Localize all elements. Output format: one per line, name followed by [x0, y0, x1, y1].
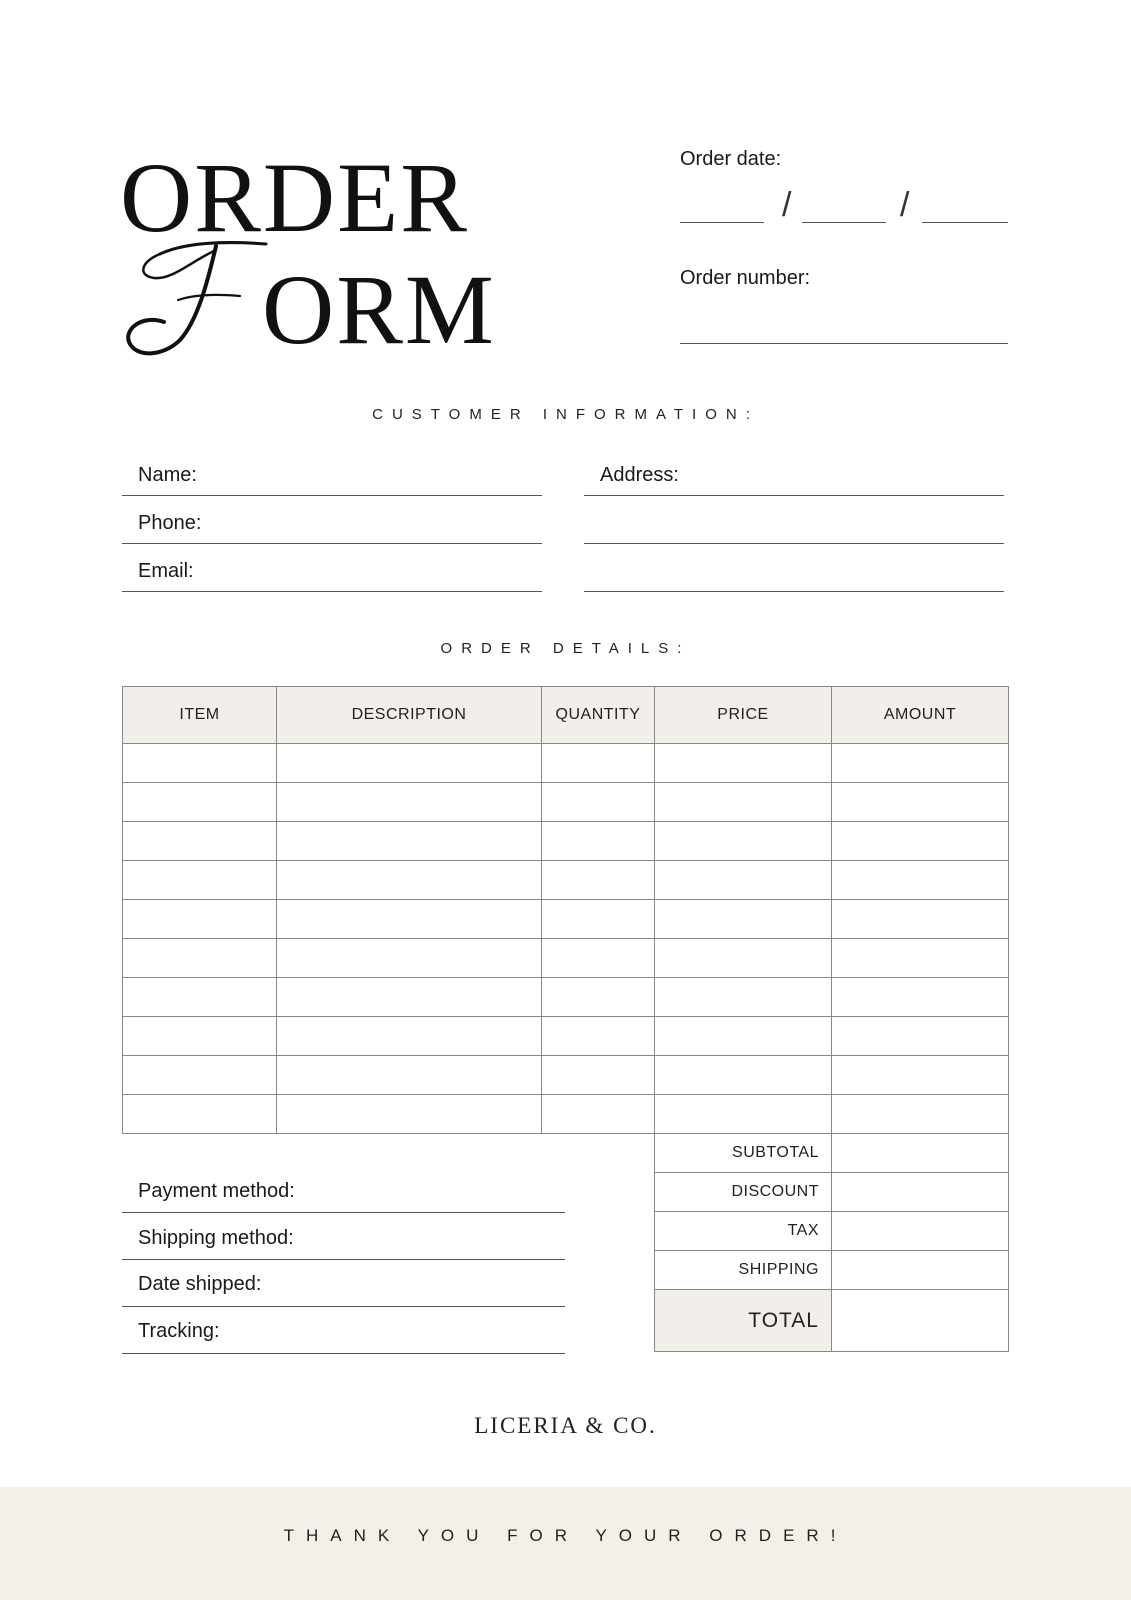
- description-cell[interactable]: [277, 861, 542, 900]
- total-row: [655, 1290, 1009, 1352]
- address-field-line-3[interactable]: [584, 591, 1004, 592]
- title-form-word: [120, 240, 540, 365]
- price-cell[interactable]: [655, 978, 832, 1017]
- price-cell[interactable]: [655, 744, 832, 783]
- quantity-cell[interactable]: [542, 1017, 655, 1056]
- quantity-cell[interactable]: [542, 1095, 655, 1134]
- discount-row: [655, 1173, 1009, 1212]
- item-cell[interactable]: [123, 900, 277, 939]
- date-separator: /: [900, 186, 910, 224]
- description-cell[interactable]: [277, 783, 542, 822]
- table-row: [123, 1095, 1009, 1134]
- email-field[interactable]: [122, 591, 542, 592]
- order-date-day-field[interactable]: [802, 222, 886, 223]
- amount-cell[interactable]: [832, 1017, 1009, 1056]
- total-value-cell[interactable]: [832, 1290, 1009, 1352]
- column-header-price: PRICE: [655, 687, 832, 744]
- subtotal-row: [655, 1134, 1009, 1173]
- description-cell[interactable]: [277, 1095, 542, 1134]
- item-cell[interactable]: [123, 978, 277, 1017]
- price-cell[interactable]: [655, 822, 832, 861]
- item-cell[interactable]: [123, 1017, 277, 1056]
- amount-cell[interactable]: [832, 900, 1009, 939]
- quantity-cell[interactable]: [542, 822, 655, 861]
- table-row: [123, 783, 1009, 822]
- email-label: Email:: [138, 560, 194, 582]
- column-header-amount: AMOUNT: [832, 687, 1009, 744]
- payment-method-field[interactable]: [122, 1212, 565, 1213]
- amount-cell[interactable]: [832, 822, 1009, 861]
- subtotal-label: SUBTOTAL: [655, 1134, 832, 1173]
- address-field-line-2[interactable]: [584, 543, 1004, 544]
- quantity-cell[interactable]: [542, 900, 655, 939]
- table-header-row: [123, 687, 1009, 744]
- table-row: [123, 861, 1009, 900]
- table-row: [123, 939, 1009, 978]
- item-cell[interactable]: [123, 939, 277, 978]
- price-cell[interactable]: [655, 900, 832, 939]
- price-cell[interactable]: [655, 861, 832, 900]
- amount-cell[interactable]: [832, 978, 1009, 1017]
- item-cell[interactable]: [123, 744, 277, 783]
- payment-method-label: Payment method:: [138, 1180, 295, 1202]
- description-cell[interactable]: [277, 978, 542, 1017]
- price-cell[interactable]: [655, 1017, 832, 1056]
- tax-row: [655, 1212, 1009, 1251]
- order-date-year-field[interactable]: [922, 222, 1008, 223]
- order-date-month-field[interactable]: [680, 222, 764, 223]
- amount-cell[interactable]: [832, 783, 1009, 822]
- table-row: [123, 978, 1009, 1017]
- table-row: [123, 1056, 1009, 1095]
- order-number-label: Order number:: [680, 267, 811, 289]
- description-cell[interactable]: [277, 900, 542, 939]
- amount-cell[interactable]: [832, 861, 1009, 900]
- discount-value-cell[interactable]: [832, 1173, 1009, 1212]
- description-cell[interactable]: [277, 939, 542, 978]
- quantity-cell[interactable]: [542, 978, 655, 1017]
- table-row: [123, 1017, 1009, 1056]
- column-header-description: DESCRIPTION: [277, 687, 542, 744]
- title-form-rest: ORM: [262, 254, 496, 365]
- shipping-row: [655, 1251, 1009, 1290]
- order-date-label: Order date:: [680, 148, 782, 170]
- discount-label: DISCOUNT: [655, 1173, 832, 1212]
- quantity-cell[interactable]: [542, 1056, 655, 1095]
- date-shipped-label: Date shipped:: [138, 1273, 262, 1295]
- date-separator: /: [782, 186, 792, 224]
- item-cell[interactable]: [123, 822, 277, 861]
- quantity-cell[interactable]: [542, 861, 655, 900]
- price-cell[interactable]: [655, 1056, 832, 1095]
- table-row: [123, 822, 1009, 861]
- item-cell[interactable]: [123, 1056, 277, 1095]
- item-cell[interactable]: [123, 861, 277, 900]
- shipping-value-cell[interactable]: [832, 1251, 1009, 1290]
- table-row: [123, 744, 1009, 783]
- tax-value-cell[interactable]: [832, 1212, 1009, 1251]
- description-cell[interactable]: [277, 1017, 542, 1056]
- quantity-cell[interactable]: [542, 783, 655, 822]
- table-row: [123, 900, 1009, 939]
- order-details-heading: ORDER DETAILS:: [440, 640, 691, 657]
- date-shipped-field[interactable]: [122, 1306, 565, 1307]
- totals-table: [654, 1133, 1009, 1352]
- amount-cell[interactable]: [832, 744, 1009, 783]
- tracking-label: Tracking:: [138, 1320, 220, 1342]
- brand-name: LICERIA & CO.: [474, 1413, 657, 1438]
- column-header-item: ITEM: [123, 687, 277, 744]
- shipping-label: SHIPPING: [655, 1251, 832, 1290]
- item-cell[interactable]: [123, 783, 277, 822]
- address-label: Address:: [600, 464, 679, 486]
- amount-cell[interactable]: [832, 939, 1009, 978]
- shipping-method-field[interactable]: [122, 1259, 565, 1260]
- description-cell[interactable]: [277, 1056, 542, 1095]
- subtotal-value-cell[interactable]: [832, 1134, 1009, 1173]
- customer-info-heading: CUSTOMER INFORMATION:: [372, 406, 759, 423]
- script-f-icon: [120, 240, 270, 360]
- description-cell[interactable]: [277, 744, 542, 783]
- tracking-field[interactable]: [122, 1353, 565, 1354]
- item-cell[interactable]: [123, 1095, 277, 1134]
- thank-you-message: THANK YOU FOR YOUR ORDER!: [283, 1526, 848, 1545]
- description-cell[interactable]: [277, 822, 542, 861]
- total-label: TOTAL: [655, 1290, 832, 1352]
- phone-label: Phone:: [138, 512, 202, 534]
- title-order-word: ORDER: [120, 142, 469, 253]
- quantity-cell[interactable]: [542, 744, 655, 783]
- price-cell[interactable]: [655, 939, 832, 978]
- price-cell[interactable]: [655, 783, 832, 822]
- price-cell[interactable]: [655, 1095, 832, 1134]
- name-field[interactable]: [122, 495, 542, 496]
- address-field-line-1[interactable]: [584, 495, 1004, 496]
- shipping-method-label: Shipping method:: [138, 1227, 294, 1249]
- order-items-table: [122, 686, 1009, 1134]
- name-label: Name:: [138, 464, 197, 486]
- amount-cell[interactable]: [832, 1095, 1009, 1134]
- order-number-field[interactable]: [680, 343, 1008, 344]
- quantity-cell[interactable]: [542, 939, 655, 978]
- column-header-quantity: QUANTITY: [542, 687, 655, 744]
- phone-field[interactable]: [122, 543, 542, 544]
- tax-label: TAX: [655, 1212, 832, 1251]
- amount-cell[interactable]: [832, 1056, 1009, 1095]
